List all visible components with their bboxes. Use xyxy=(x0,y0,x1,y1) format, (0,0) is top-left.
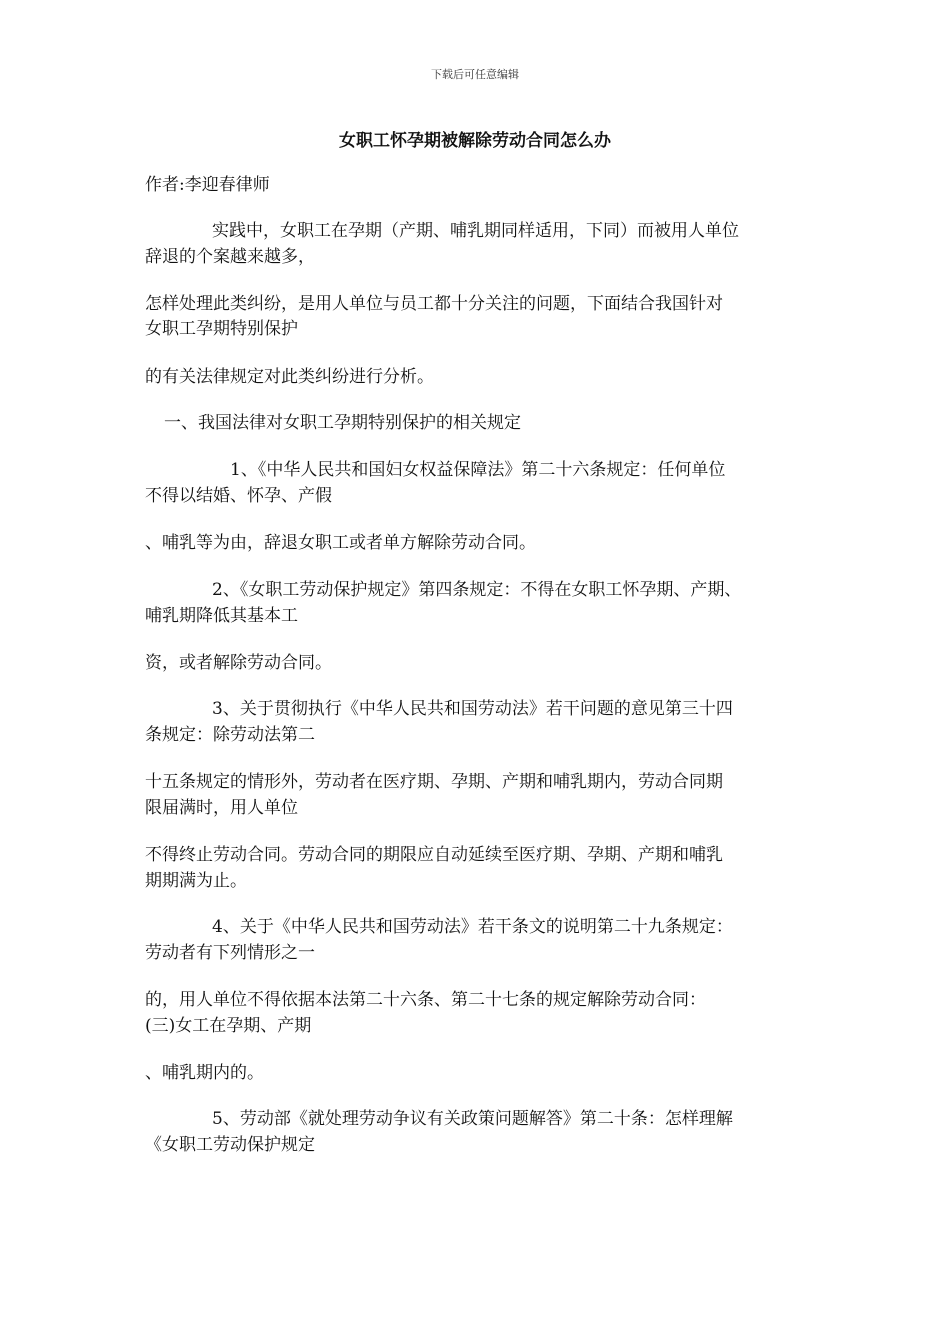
document-title: 女职工怀孕期被解除劳动合同怎么办 xyxy=(339,131,611,151)
text-line: 、哺乳期内的。 xyxy=(145,1063,264,1083)
text-line: 、哺乳等为由，辞退女职工或者单方解除劳动合同。 xyxy=(145,533,536,553)
text-line: 怎样处理此类纠纷，是用人单位与员工都十分关注的问题，下面结合我国针对 xyxy=(145,294,723,314)
section-heading: 一、我国法律对女职工孕期特别保护的相关规定 xyxy=(164,413,521,433)
text-line: 女职工孕期特别保护 xyxy=(145,319,298,339)
text-line: 辞退的个案越来越多， xyxy=(145,247,315,267)
text-line: 5、劳动部《就处理劳动争议有关政策问题解答》第二十条：怎样理解 xyxy=(212,1109,733,1129)
text-line: 4、关于《中华人民共和国劳动法》若干条文的说明第二十九条规定： xyxy=(212,917,733,937)
text-line: 1、《中华人民共和国妇女权益保障法》第二十六条规定：任何单位 xyxy=(230,460,726,480)
text-line: 资，或者解除劳动合同。 xyxy=(145,653,332,673)
text-line: 劳动者有下列情形之一 xyxy=(145,943,315,963)
header-note: 下载后可任意编辑 xyxy=(431,68,519,81)
text-line: 实践中，女职工在孕期（产期、哺乳期同样适用，下同）而被用人单位 xyxy=(212,221,739,241)
text-line: 十五条规定的情形外，劳动者在医疗期、孕期、产期和哺乳期内，劳动合同期 xyxy=(145,772,723,792)
text-line: 哺乳期降低其基本工 xyxy=(145,606,298,626)
author-line: 作者:李迎春律师 xyxy=(145,175,270,195)
text-line: (三)女工在孕期、产期 xyxy=(145,1016,312,1036)
text-line: 不得以结婚、怀孕、产假 xyxy=(145,486,332,506)
text-line: 条规定：除劳动法第二 xyxy=(145,725,315,745)
text-line: 3、关于贯彻执行《中华人民共和国劳动法》若干问题的意见第三十四 xyxy=(212,699,733,719)
text-line: 限届满时，用人单位 xyxy=(145,798,298,818)
text-line: 期期满为止。 xyxy=(145,871,247,891)
text-line: 不得终止劳动合同。劳动合同的期限应自动延续至医疗期、孕期、产期和哺乳 xyxy=(145,845,723,865)
text-line: 的有关法律规定对此类纠纷进行分析。 xyxy=(145,367,434,387)
text-line: 的，用人单位不得依据本法第二十六条、第二十七条的规定解除劳动合同： xyxy=(145,990,706,1010)
text-line: 《女职工劳动保护规定 xyxy=(145,1135,315,1155)
text-line: 2、《女职工劳动保护规定》第四条规定：不得在女职工怀孕期、产期、 xyxy=(212,580,742,600)
